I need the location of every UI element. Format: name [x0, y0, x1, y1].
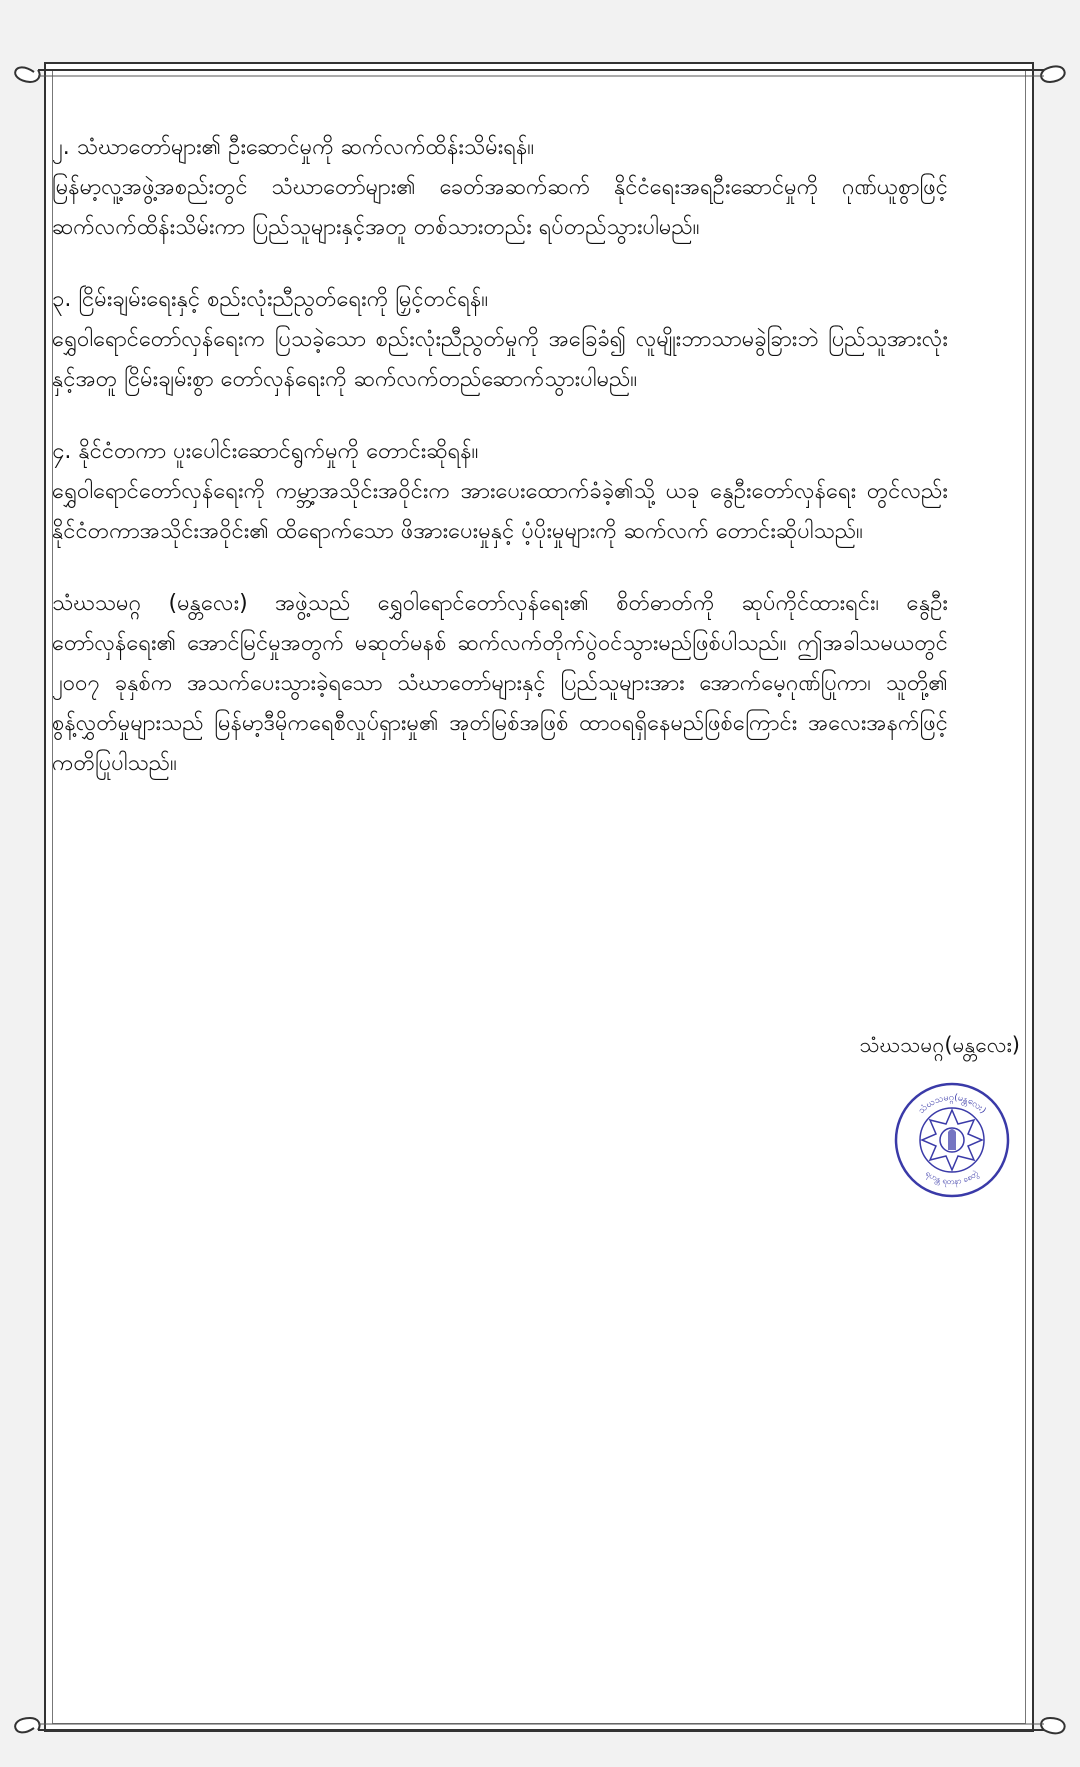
section-text: ရွှေဝါရောင်တော်လှန်ရေးကို ကမ္ဘာ့အသိုင်းအဝိုင်းက အားပေးထောက်ခံခဲ့၏သို့ ယခု နွေဦးတော်လှန်ရေး တွင်လည်း နိုင်ငံတကာအသိုင်းအဝိုင်း၏ ထိရောက်သော ဖိအားပေးမှုနှင့် ပံ့ပိုးမှုများကို ဆက်လက် တောင်းဆိုပါသည်။	[52, 479, 948, 544]
scroll-top-ornament	[4, 54, 1076, 88]
closing-paragraph: သံဃသမဂ္ဂ (မန္တလေး) အဖွဲ့သည် ရွှေဝါရောင်တော်လှန်ရေး၏ စိတ်ဓာတ်ကို ဆုပ်ကိုင်ထားရင်း၊ နွေဦးတော်လှန်ရေး၏ အောင်မြင်မှုအတွက် မဆုတ်မနစ် ဆက်လက်တိုက်ပွဲဝင်သွားမည်ဖြစ်ပါသည်။ ဤအခါသမယတွင် ၂၀၀၇ ခုနှစ်က အသက်ပေးသွားခဲ့ရသော သံဃာတော်များနှင့် ပြည်သူများအား အောက်မေ့ဂုဏ်ပြုကာ၊ သူတို့၏ စွန့်လွှတ်မှုများသည် မြန်မာ့ဒီမိုကရေစီလှုပ်ရှားမှု၏ အုတ်မြစ်အဖြစ် ထာဝရရှိနေမည်ဖြစ်ကြောင်း အလေးအနက်ဖြင့် ကတိပြုပါသည်။	[52, 591, 948, 776]
section-heading: ၄. နိုင်ငံတကာ ပူးပေါင်းဆောင်ရွက်မှုကို တောင်းဆိုရန်။	[52, 439, 479, 464]
section-heading: ၃. ငြိမ်းချမ်းရေးနှင့် စည်းလုံးညီညွတ်ရေးကို မြှင့်တင်ရန်။	[52, 287, 489, 312]
scroll-bottom-ornament	[4, 1712, 1076, 1746]
signature-name: သံဃသမဂ္ဂ(မန္တလေး)	[859, 1033, 1020, 1057]
signature-block	[808, 1028, 1028, 1187]
seal-bottom-text: ရဟန္တ ရတနာ စေတွဲ	[923, 1168, 981, 1187]
section-text: ရွှေဝါရောင်တော်လှန်ရေးက ပြသခဲ့သော စည်းလုံးညီညွတ်မှုကို အခြေခံ၍ လူမျိုးဘာသာမခွဲခြားဘဲ ပြည်သူအားလုံးနှင့်အတူ ငြိမ်းချမ်းစွာ တော်လှန်ရေးကို ဆက်လက်တည်ဆောက်သွားပါမည်။	[52, 327, 948, 392]
section-3	[52, 280, 948, 400]
section-heading: ၂. သံဃာတော်များ၏ ဦးဆောင်မှုကို ဆက်လက်ထိန်းသိမ်းရန်။	[52, 135, 535, 160]
section-text: မြန်မာ့လူ့အဖွဲ့အစည်းတွင် သံဃာတော်များ၏ ခေတ်အဆက်ဆက် နိုင်ငံရေးအရဦးဆောင်မှုကို ဂုဏ်ယူစွာဖြင့် ဆက်လက်ထိန်းသိမ်းကာ ပြည်သူများနှင့်အတူ တစ်သားတည်း ရပ်တည်သွားပါမည်။	[52, 175, 948, 240]
svg-text:သံဃသမဂ္ဂ(မန္တလေး)	[917, 1093, 988, 1116]
section-2	[52, 128, 948, 248]
section-4	[52, 432, 948, 552]
organization-seal-icon	[892, 1080, 1012, 1200]
document-body	[52, 128, 948, 816]
seal-top-text: သံဃသမဂ္ဂ(မန္တလေး)	[916, 1092, 988, 1117]
